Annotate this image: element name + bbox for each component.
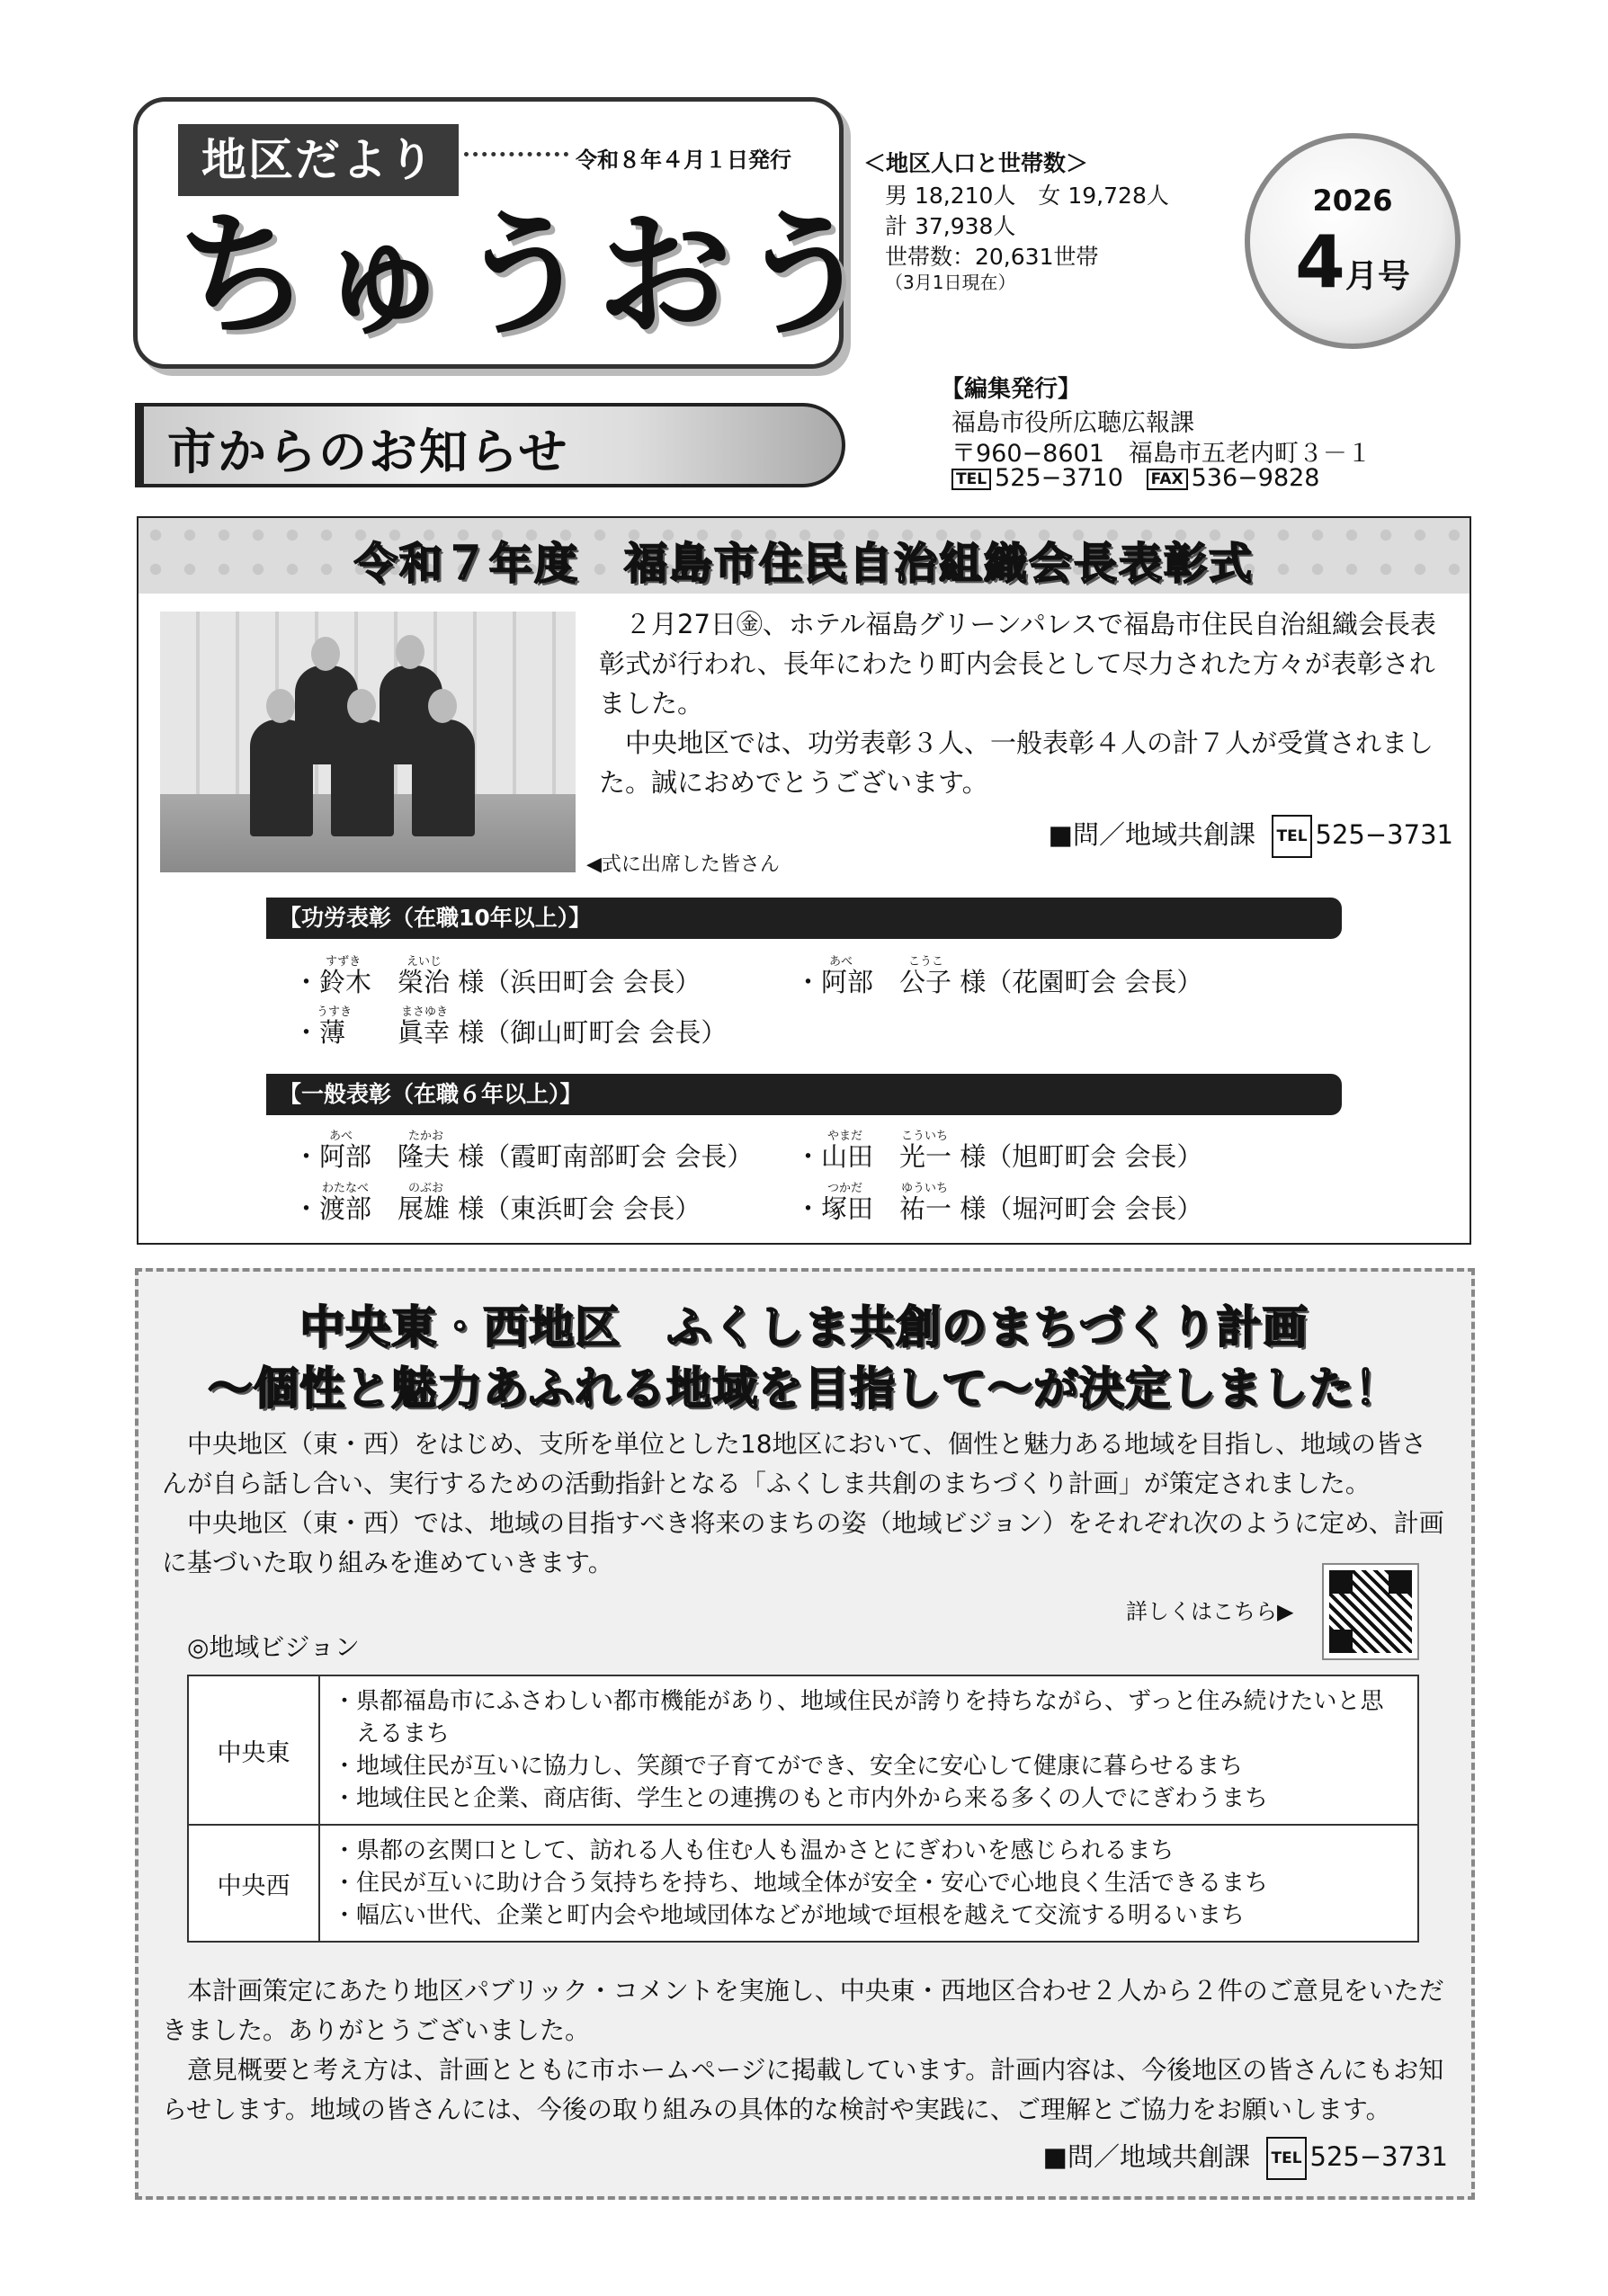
award-paragraph-1: ２月27日㊎、ホテル福島グリーンパレスで福島市住民自治組織会長表彰式が行われ、長年にわたり町内会長として尽力された方々が表彰されました。 bbox=[599, 609, 1436, 719]
ruby-text: こうこ bbox=[908, 955, 944, 969]
tel-icon: TEL bbox=[951, 469, 991, 490]
masthead-title: ちゅうおう bbox=[176, 198, 879, 354]
award-contact-tel: 525−3731 bbox=[1315, 819, 1453, 850]
photo-head bbox=[428, 689, 457, 723]
award-recipient: ・薄 眞幸 様（御山町町会 会長） bbox=[293, 1017, 728, 1048]
publisher-name: 福島市役所広聴広報課 bbox=[951, 409, 1194, 437]
ruby-text: たかお bbox=[408, 1130, 444, 1143]
issue-badge bbox=[1245, 133, 1461, 349]
vision-item: ・地域住民と企業、商店街、学生との連携のもと市内外から来る多くの人でにぎわうまち bbox=[333, 1785, 1269, 1812]
ruby-text: えいじ bbox=[406, 955, 442, 969]
photo-person bbox=[412, 719, 475, 836]
vision-item: ・地域住民が互いに協力し、笑顔で子育てができ、安全に安心して健康に暮らせるまち bbox=[333, 1753, 1244, 1780]
photo-head bbox=[266, 689, 295, 723]
ceremony-photo bbox=[160, 612, 576, 872]
ruby-text: こういち bbox=[901, 1130, 949, 1143]
section-header-bar bbox=[135, 403, 845, 487]
qr-code[interactable] bbox=[1322, 1563, 1419, 1660]
plan-contact-tel: 525−3731 bbox=[1309, 2141, 1448, 2172]
population-households: 世帯数：20,631世帯 bbox=[885, 244, 1099, 270]
plan-contact-label: ■問／地域共創課 bbox=[1042, 2141, 1251, 2172]
award-recipient: ・塚田 祐一 様（堀河町会 会長） bbox=[795, 1193, 1203, 1224]
population-heading: ＜地区人口と世帯数＞ bbox=[863, 150, 1089, 176]
masthead-label: 地区だより bbox=[178, 124, 459, 196]
award-recipient: ・渡部 展雄 様（東浜町会 会長） bbox=[293, 1193, 701, 1224]
plan-intro bbox=[162, 1425, 1448, 1583]
vision-row-west bbox=[188, 1825, 1418, 1942]
vision-items bbox=[319, 1675, 1418, 1825]
ruby-text: わたなべ bbox=[322, 1182, 370, 1195]
plan-closing bbox=[162, 1971, 1448, 2180]
ruby-text: あべ bbox=[329, 1130, 353, 1143]
award-recipient: ・阿部 隆夫 様（霞町南部町会 会長） bbox=[293, 1141, 754, 1172]
general-award-heading: 【一般表彰（在職６年以上）】 bbox=[266, 1074, 1342, 1115]
section-header-text: 市からのお知らせ bbox=[167, 424, 569, 480]
photo-caption: ◀式に出席した皆さん bbox=[586, 853, 780, 876]
vision-label: ◎地域ビジョン bbox=[187, 1632, 360, 1662]
award-recipient: ・阿部 公子 様（花園町会 会長） bbox=[795, 967, 1203, 997]
qr-code-pattern bbox=[1329, 1570, 1412, 1653]
issue-month-number: 4 bbox=[1295, 220, 1345, 304]
award-recipient: ・鈴木 榮治 様（浜田町会 会長） bbox=[293, 967, 701, 997]
plan-paragraph-2: 中央地区（東・西）では、地域の目指すべき将来のまちの姿（地域ビジョン）をそれぞれ次のように定め、計画に基づいた取り組みを進めていきます。 bbox=[162, 1508, 1444, 1577]
tel-icon: TEL bbox=[1272, 815, 1311, 858]
award-recipient: ・山田 光一 様（旭町町会 会長） bbox=[795, 1141, 1203, 1172]
vision-items bbox=[319, 1825, 1418, 1942]
masthead-dots bbox=[464, 135, 568, 156]
award-banner bbox=[138, 518, 1470, 594]
fax-icon: FAX bbox=[1147, 469, 1188, 490]
ruby-text: のぶお bbox=[408, 1182, 444, 1195]
ruby-text: つかだ bbox=[827, 1182, 863, 1195]
population-as-of: （3月1日現在） bbox=[885, 272, 1016, 293]
plan-paragraph-3: 本計画策定にあたり地区パブリック・コメントを実施し、中央東・西地区合わせ２人から２件のご意見をいただきました。ありがとうございました。 bbox=[162, 1976, 1444, 2045]
plan-title-line-2: ～個性と魅力あふれる地域を目指して～が決定しました！ bbox=[208, 1362, 1400, 1415]
publisher-heading: 【編集発行】 bbox=[941, 376, 1082, 403]
photo-head bbox=[311, 637, 340, 671]
issue-month bbox=[1250, 218, 1455, 322]
photo-person bbox=[250, 719, 313, 836]
issue-year: 2026 bbox=[1312, 183, 1393, 218]
publisher-tel: 525−3710 bbox=[995, 464, 1123, 492]
qr-link-label[interactable]: 詳しくはこちら▶ bbox=[1126, 1599, 1294, 1624]
issue-date: 令和８年４月１日発行 bbox=[576, 147, 791, 173]
population-gender: 男 18,210人 女 19,728人 bbox=[885, 183, 1169, 209]
photo-head bbox=[347, 689, 376, 723]
photo-head bbox=[396, 635, 424, 669]
plan-contact bbox=[162, 2137, 1448, 2180]
vision-item: ・県都福島市にふさわしい都市機能があり、地域住民が誇りを持ちながら、ずっと住み続けたいと思えるまち bbox=[333, 1688, 1384, 1747]
award-contact bbox=[599, 815, 1453, 858]
ruby-text: すずき bbox=[326, 955, 362, 969]
publisher-phone bbox=[951, 464, 1319, 492]
ruby-text: うすき bbox=[317, 1005, 353, 1019]
plan-paragraph-4: 意見概要と考え方は、計画とともに市ホームページに掲載しています。計画内容は、今後地区の皆さんにもお知らせします。地域の皆さんには、今後の取り組みの具体的な検討や実践に、ご理解とご協力をお願いします。 bbox=[162, 2055, 1444, 2124]
vision-table bbox=[187, 1675, 1419, 1943]
merit-award-heading: 【功労表彰（在職10年以上）】 bbox=[266, 898, 1342, 939]
publisher-fax: 536−9828 bbox=[1191, 464, 1320, 492]
photo-person bbox=[331, 719, 394, 836]
issue-month-suffix: 月号 bbox=[1344, 258, 1410, 295]
vision-item: ・住民が互いに助け合う気持ちを持ち、地域全体が安全・安心で心地良く生活できるまち bbox=[333, 1870, 1269, 1897]
ruby-text: やまだ bbox=[827, 1130, 863, 1143]
vision-item: ・幅広い世代、企業と町内会や地域団体などが地域で垣根を越えて交流する明るいまち bbox=[333, 1902, 1246, 1929]
vision-area: 中央東 bbox=[188, 1675, 319, 1825]
tel-icon: TEL bbox=[1266, 2137, 1306, 2180]
plan-paragraph-1: 中央地区（東・西）をはじめ、支所を単位とした18地区において、個性と魅力ある地域を目指し、地域の皆さんが自ら話し合い、実行するための活動指針となる「ふくしま共創のまちづくり計画」が策定されました。 bbox=[162, 1429, 1426, 1498]
award-contact-label: ■問／地域共創課 bbox=[1048, 819, 1256, 850]
publisher-address: 〒960−8601 福島市五老内町３－１ bbox=[951, 440, 1371, 468]
award-title: 令和７年度 福島市住民自治組織会長表彰式 bbox=[353, 539, 1254, 589]
vision-area: 中央西 bbox=[188, 1825, 319, 1942]
vision-item: ・県都の玄関口として、訪れる人も住む人も温かさとにぎわいを感じられるまち bbox=[333, 1837, 1175, 1864]
plan-title-line-1: 中央東・西地区 ふくしま共創のまちづくり計画 bbox=[299, 1301, 1309, 1353]
award-body bbox=[599, 604, 1453, 858]
ruby-text: あべ bbox=[829, 955, 853, 969]
award-paragraph-2: 中央地区では、功労表彰３人、一般表彰４人の計７人が受賞されました。誠におめでとうございます。 bbox=[599, 728, 1434, 798]
vision-row-east bbox=[188, 1675, 1418, 1825]
ruby-text: ゆういち bbox=[901, 1182, 949, 1195]
ruby-text: まさゆき bbox=[401, 1005, 449, 1019]
population-total: 計 37,938人 bbox=[885, 213, 1016, 239]
